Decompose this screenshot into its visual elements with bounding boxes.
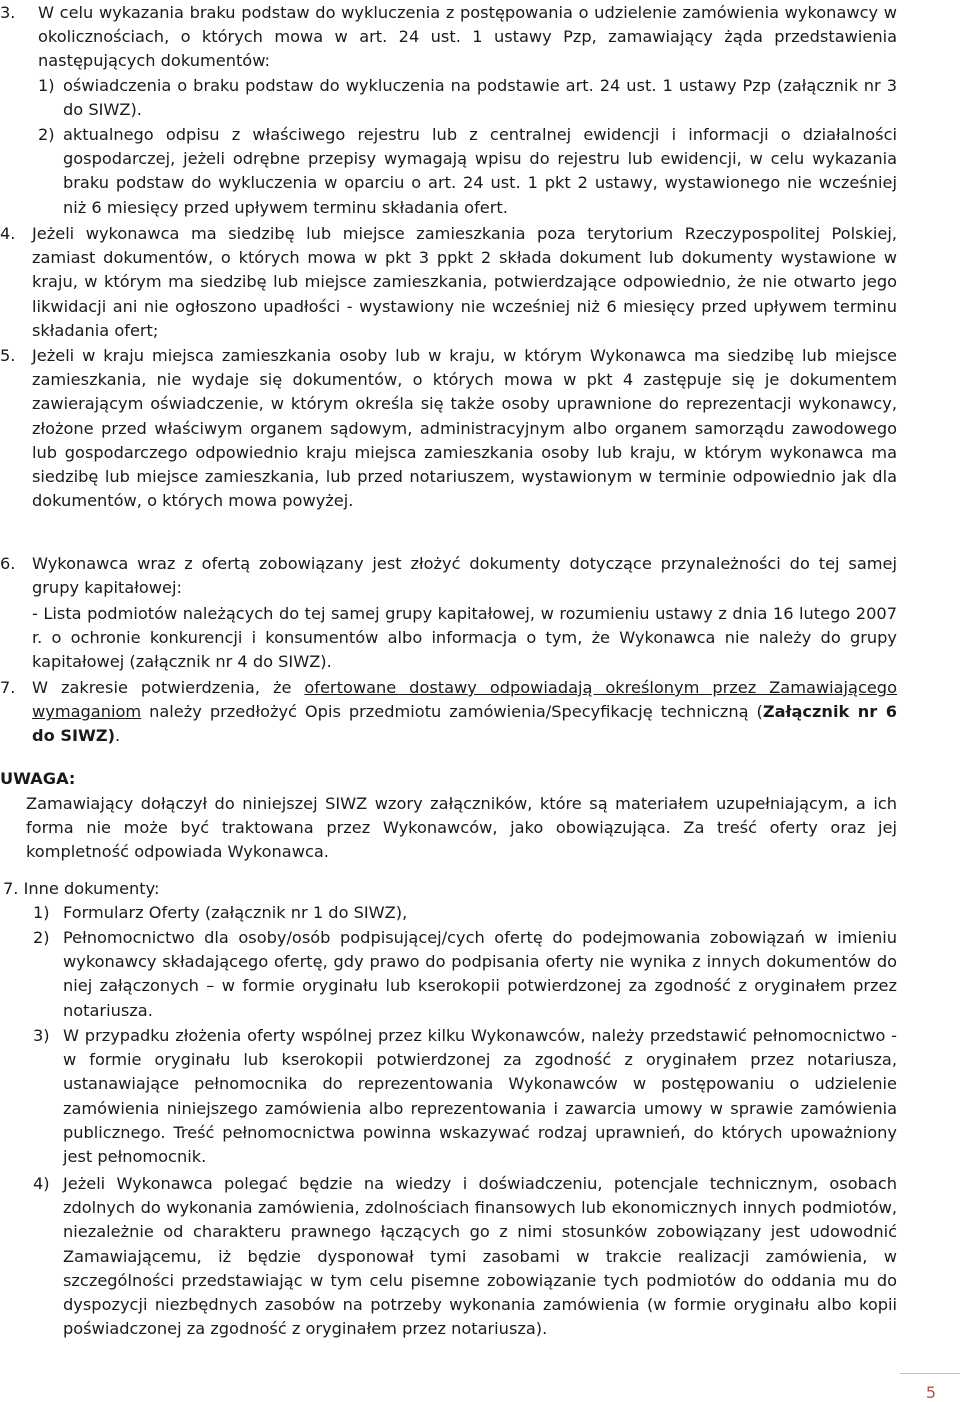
section-3-item-1-text: oświadczenia o braku podstaw do wykluczenia na podstawie art. 24 ust. 1 ustawy Pzp (załącznik nr 3 do SIWZ).	[63, 76, 897, 120]
section-6	[0, 552, 897, 600]
footer-divider	[900, 1373, 960, 1374]
section-7b-item-4-text: Jeżeli Wykonawca polegać będzie na wiedzy i doświadczeniu, potencjale technicznym, osobach zdolnych do wykonania zamówienia, zdolnościach finansowych lub ekonomicznych innych podmiotów, niezależnie od charakteru prawnego łączących go z nimi stosunków zobowiązany jest udowodnić Zamawiającemu, iż będzie dysponował tymi zasobami w trakcie realizacji zamówienia, w szczególności przedstawiając w tym celu pisemne zobowiązanie tych podmiotów do oddania mu do dyspozycji niezbędnych zasobów na potrzeby wykonania zamówienia (w formie oryginału albo kopii poświadczonej za zgodność z oryginałem przez notariusza).	[63, 1174, 897, 1339]
section-3-item-1-number: 1)	[38, 76, 55, 95]
section-3-item-2-number: 2)	[38, 125, 55, 144]
section-7-text-pre: W zakresie potwierdzenia, że	[32, 678, 305, 697]
section-5-text: Jeżeli w kraju miejsca zamieszkania osoby lub w kraju, w którym Wykonawca ma siedzibę lub miejsce zamieszkania, nie wydaje się dokumentów, o których mowa w pkt 4 zastępuje się je dokumentem zawierającym oświadczenie, w którym określa się także osoby uprawnione do reprezentacji wykonawcy, złożone przed właściwym organem sądowym, administracyjnym albo organem samorządu zawodowego lub gospodarczego odpowiednio kraju miejsca zamieszkania osoby lub kraju, w którym wykonawca ma siedzibę lub miejsce zamieszkania, lub przed notariuszem, wystawionym w terminie odpowiednio jak dla dokumentów, o których mowa powyżej.	[32, 346, 897, 511]
uwaga-body: Zamawiający dołączył do niniejszej SIWZ wzory załączników, które są materiałem uzupełniającym, a ich forma nie może być traktowana przez Wykonawców, jako obowiązująca. Za treść oferty oraz jej kompletność odpowiada Wykonawca.	[26, 794, 897, 862]
section-3-item-2	[38, 123, 897, 220]
section-7-text-mid: należy przedłożyć Opis przedmiotu zamówienia/Specyfikację techniczną (	[141, 702, 763, 722]
section-7b-item-1	[33, 901, 897, 925]
section-7b-item-3-number: 3)	[33, 1026, 50, 1045]
section-5-number: 5.	[0, 346, 16, 365]
section-7b-item-2-number: 2)	[33, 928, 50, 947]
section-7b-item-3	[33, 1024, 897, 1169]
section-3	[0, 1, 897, 74]
section-6-list	[32, 602, 897, 675]
section-7b-item-1-text: Formularz Oferty (załącznik nr 1 do SIWZ),	[63, 903, 408, 922]
section-3-item-1	[38, 74, 897, 122]
section-4	[0, 222, 897, 343]
section-7b-item-2-text: Pełnomocnictwo dla osoby/osób podpisującej/cych ofertę do podejmowania zobowiązań w imieniu wykonawcy składającego ofertę, gdy prawo do podpisania oferty nie wynika z innych dokumentów do niej załączonych – w formie oryginału lub kserokopii potwierdzonej za zgodność z oryginałem przez notariusza.	[63, 928, 897, 1020]
section-3-item-2-text: aktualnego odpisu z właściwego rejestru lub z centralnej ewidencji i informacji o działalności gospodarczej, jeżeli odrębne przepisy wymagają wpisu do rejestru lub ewidencji, w celu wykazania braku podstaw do wykluczenia w oparciu o art. 24 ust. 1 pkt 2 ustawy, wystawionego nie wcześniej niż 6 miesięcy przed upływem terminu składania ofert.	[63, 125, 897, 217]
section-4-text: Jeżeli wykonawca ma siedzibę lub miejsce zamieszkania poza terytorium Rzeczypospolitej Polskiej, zamiast dokumentów, o których mowa w pkt 3 ppkt 2 składa dokument lub dokumenty wystawione w kraju, w którym ma siedzibę lub miejsce zamieszkania, potwierdzające odpowiednio, że nie otwarto jego likwidacji ani nie ogłoszono upadłości - wystawiony nie wcześniej niż 6 miesięcy przed upływem terminu składania ofert;	[32, 224, 897, 340]
section-7b-item-1-number: 1)	[33, 903, 50, 922]
page-number: 5	[925, 1383, 936, 1402]
uwaga-title	[0, 767, 75, 791]
section-4-number: 4.	[0, 224, 16, 243]
section-6-list-text: - Lista podmiotów należących do tej samej grupy kapitałowej, w rozumieniu ustawy z dnia 16 lutego 2007 r. o ochronie konkurencji i konsumentów albo informacja o tym, że Wykonawca nie należy do grupy kapitałowej (załącznik nr 4 do SIWZ).	[32, 604, 897, 672]
section-7b-item-4	[33, 1172, 897, 1341]
section-6-text: Wykonawca wraz z ofertą zobowiązany jest złożyć dokumenty dotyczące przynależności do tej samej grupy kapitałowej:	[32, 554, 897, 598]
uwaga-text	[26, 792, 897, 865]
uwaga-title-text: UWAGA:	[0, 769, 76, 788]
section-6-number: 6.	[0, 554, 16, 573]
section-7b-item-2	[33, 926, 897, 1023]
section-5	[0, 344, 897, 513]
section-7-text-post: .	[115, 726, 121, 746]
section-7-number: 7.	[0, 678, 16, 697]
section-7b-item-4-number: 4)	[33, 1174, 50, 1193]
section-7b-heading	[3, 877, 160, 901]
section-7b-heading-text: 7. Inne dokumenty:	[3, 879, 160, 898]
section-7-text	[32, 676, 897, 749]
section-3-text: W celu wykazania braku podstaw do wykluczenia z postępowania o udzielenie zamówienia wykonawcy w okolicznościach, o których mowa w art. 24 ust. 1 ustawy Pzp, zamawiający żąda przedstawienia następujących dokumentów:	[38, 3, 897, 71]
section-3-number: 3.	[0, 3, 16, 22]
section-7-confirmation	[0, 676, 897, 749]
section-7-underlined: ofertowane dostawy odpowiadają określonym przez Zamawiającego wymaganiom	[32, 678, 897, 722]
section-7b-item-3-text: W przypadku złożenia oferty wspólnej przez kilku Wykonawców, należy przedstawić pełnomocnictwo - w formie oryginału lub kserokopii potwierdzonej za zgodność z oryginałem przez notariusza, ustanawiające pełnomocnika do reprezentowania Wykonawców w postępowaniu o udzielenie zamówienia niniejszego zamówienia albo reprezentowania i zawarcia umowy w sprawie zamówienia publicznego. Treść pełnomocnictwa powinna wskazywać rodzaj uprawnień, do których upoważniony jest pełnomocnik.	[63, 1026, 897, 1167]
section-7-bold: Załącznik nr 6 do SIWZ)	[32, 702, 897, 746]
